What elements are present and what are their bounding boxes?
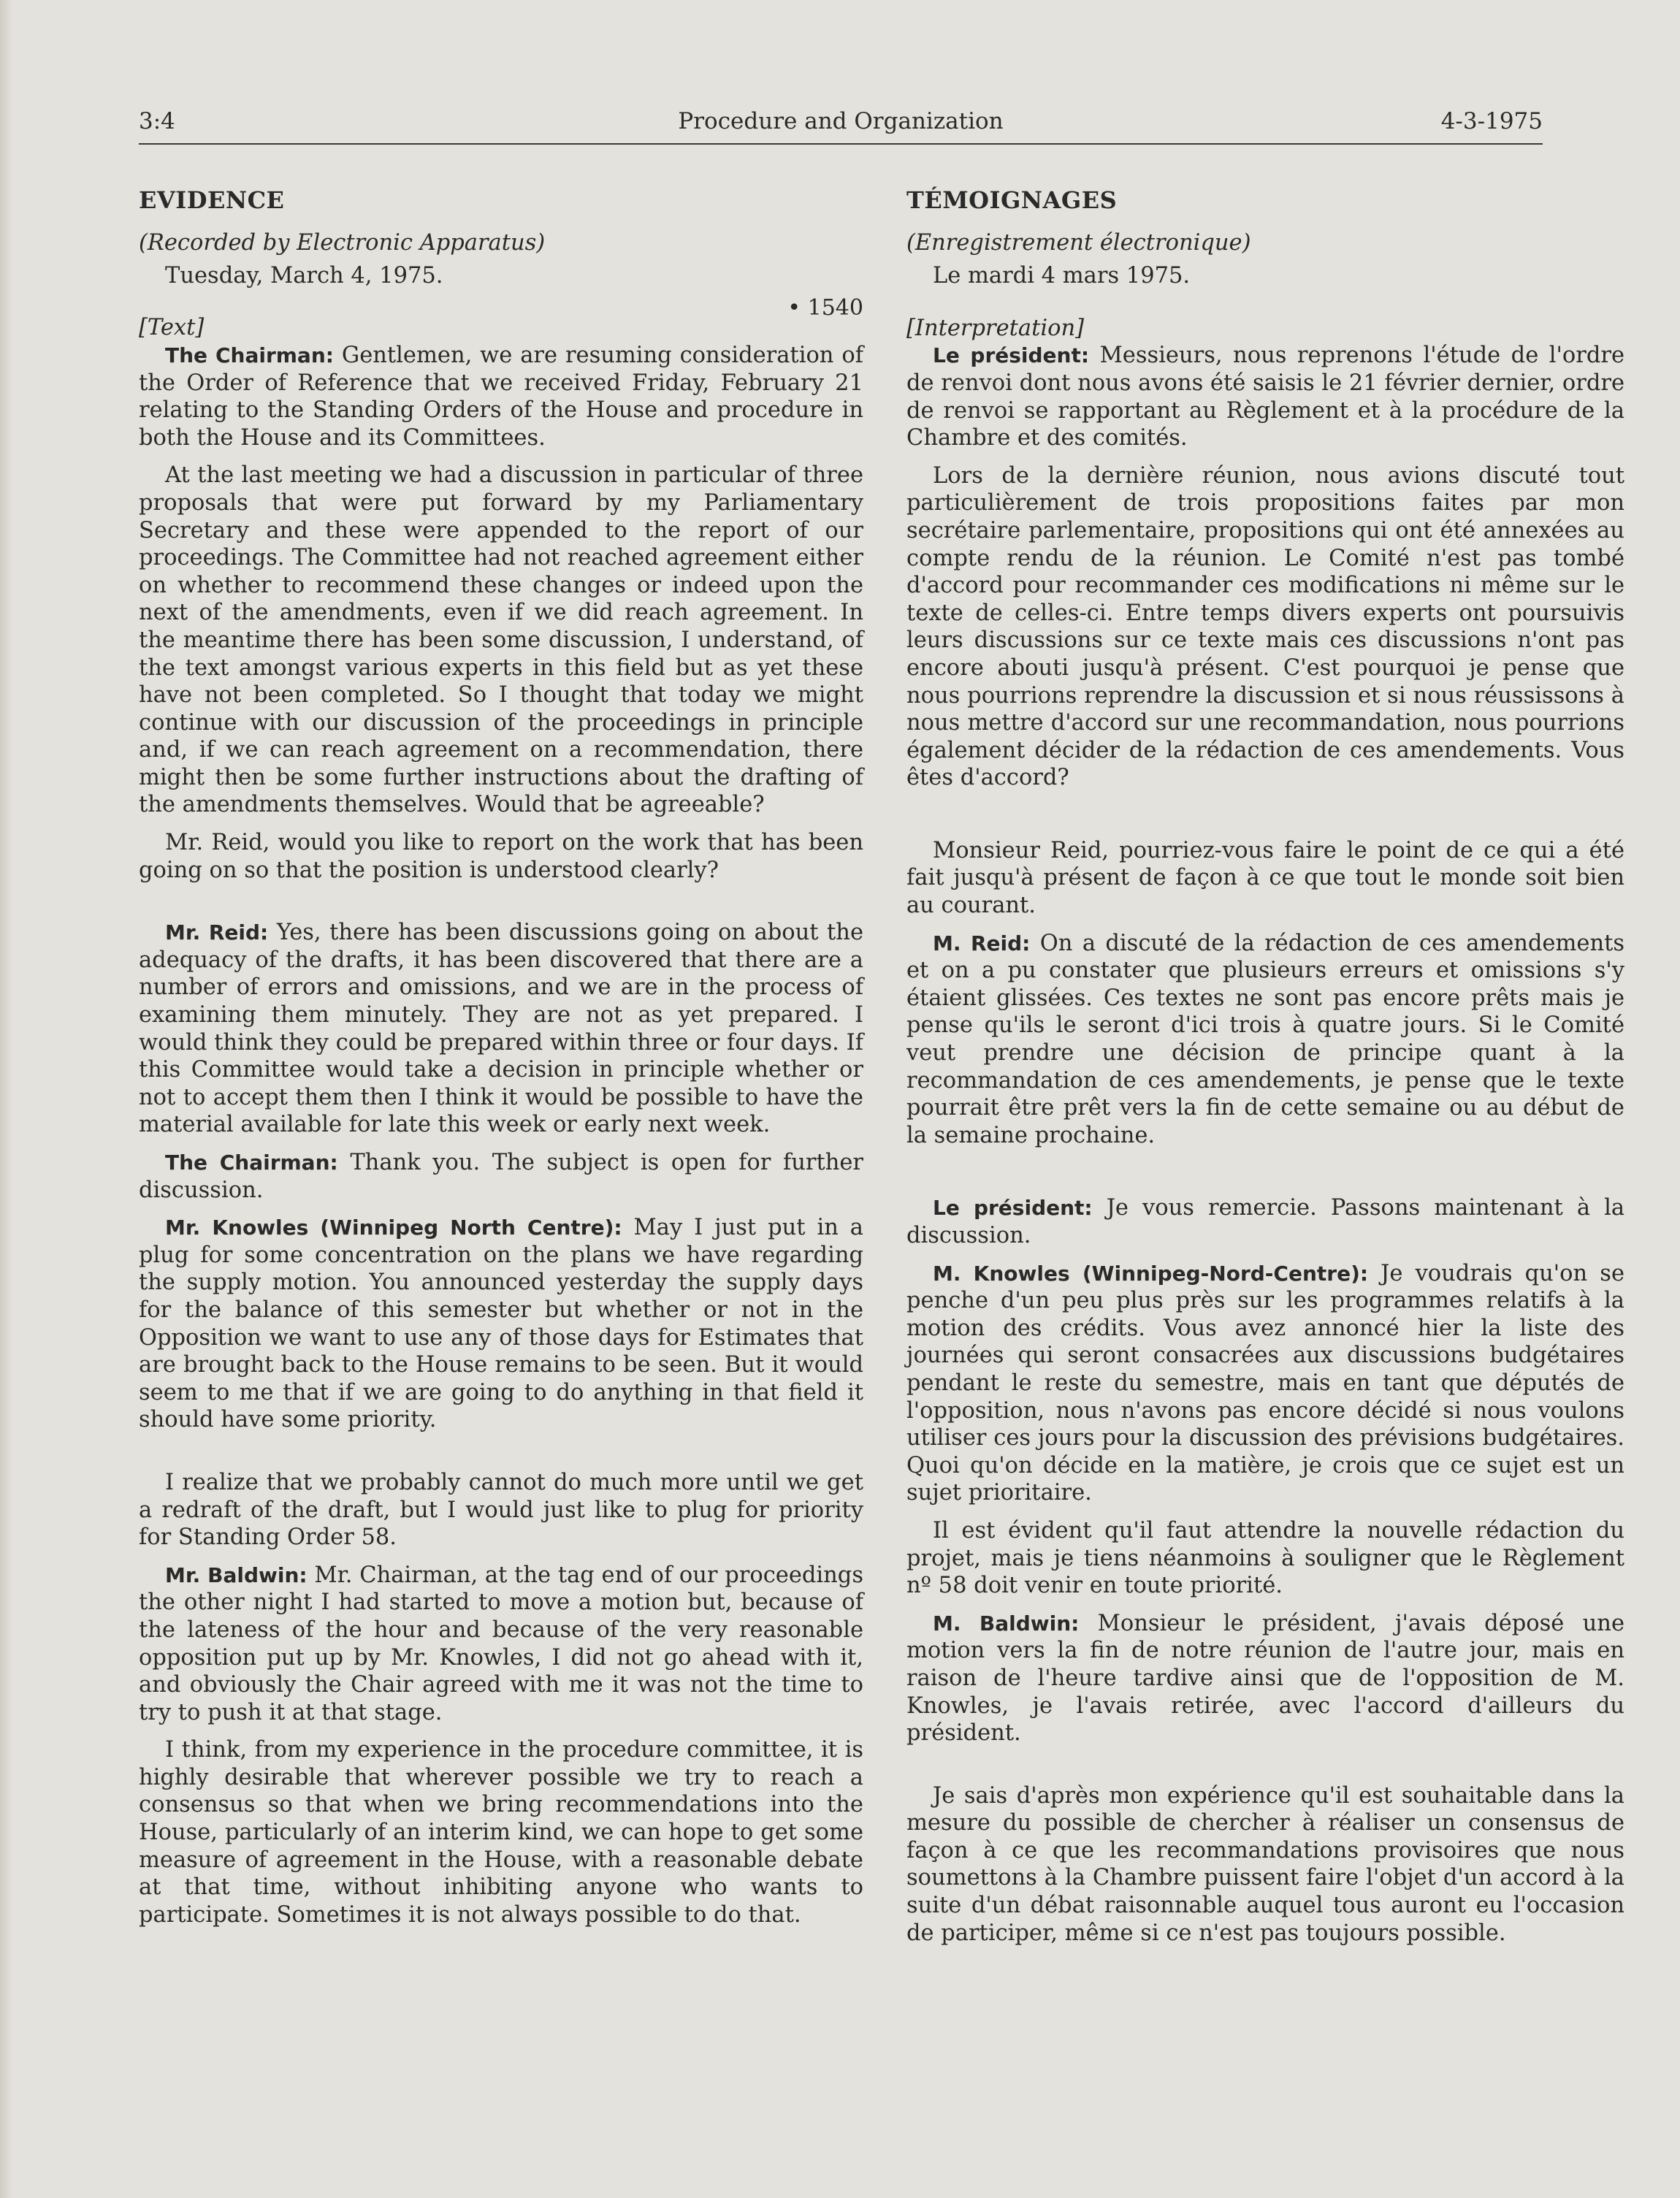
paragraph xyxy=(906,342,1624,451)
paragraph xyxy=(139,1562,863,1727)
speaker-name: M. Baldwin: xyxy=(933,1611,1080,1636)
speech-text: Yes, there has been discussions going on about the adequacy of the drafts, it has been discovered that there are a number of errors and omissions, and we are in the process of examining them minutely. They are not as yet prepared. I would think they could be prepared within three or four days. If this Committee would take a decision in principle whether or not to accept them then I think it would be possible to have the material available for late this week or early next week. xyxy=(139,920,863,1138)
paragraph: I realize that we probably cannot do much more until we get a redraft of the draft, but I would just like to plug for priority for Standing Order 58. xyxy=(139,1469,863,1551)
paragraph xyxy=(139,919,863,1139)
paragraph xyxy=(139,1149,863,1204)
speaker-name: The Chairman: xyxy=(165,343,334,367)
language-tag: [Interpretation] xyxy=(906,315,1084,341)
paragraph xyxy=(139,1214,863,1434)
paragraph xyxy=(906,930,1624,1150)
paragraph: Lors de la dernière réunion, nous avions discuté tout particulièrement de trois propositions faites par mon secrétaire parlementaire, propositions qui ont été annexées au compte rendu de la réunion. Le Comité n'est pas tombé d'accord pour recommander ces modifications ni même sur le texte de celles-ci. Entre temps divers experts ont poursuivis leurs discussions sur ce texte mais ces discussions n'ont pas encore abouti jusqu'à présent. C'est pourquoi je pense que nous pourrions reprendre la discussion et si nous réussissons à nous mettre d'accord sur une recommandation, nous pourrions également décider de la rédaction de ces amendements. Vous êtes d'accord? xyxy=(906,462,1624,791)
speech-text: Mr. Chairman, at the tag end of our proceedings the other night I had started to move a motion but, because of the lateness of the hour and because of the very reasonable opposition put up by Mr. Knowles, I did not go ahead with it, and obviously the Chair agreed with me it was not the time to try to push it at that stage. xyxy=(139,1562,863,1725)
speech-text: Je voudrais qu'on se penche d'un peu plus près sur les programmes relatifs à la motion des crédits. Vous avez annoncé hier la liste des journées qui seront consacrées aux discussions budgétaires pendant le reste du semestre, mais en tant que députés de l'opposition, nous n'avons pas encore décidé si nous voulons utiliser ces jours pour la discussion des prévisions budgétaires. Quoi qu'on décide en la matière, je crois que ce sujet est un sujet prioritaire. xyxy=(906,1260,1624,1506)
english-column xyxy=(139,187,863,1928)
speaker-name: Mr. Baldwin: xyxy=(165,1562,308,1587)
paragraph xyxy=(906,1194,1624,1249)
speaker-name: Le président: xyxy=(933,343,1090,368)
sitting-date: Le mardi 4 mars 1975. xyxy=(933,263,1191,289)
page-number: 3:4 xyxy=(139,108,175,134)
paragraph: Mr. Reid, would you like to report on the work that has been going on so that the position is understood clearly? xyxy=(139,830,863,883)
language-tag: [Text] xyxy=(139,315,205,341)
paragraph xyxy=(139,342,863,451)
header-date: 4-3-1975 xyxy=(1440,108,1543,134)
speaker-name: M. Reid: xyxy=(933,931,1031,955)
paragraph: Je sais d'après mon expérience qu'il est souhaitable dans la mesure du possible de chercher à réaliser un consensus de façon à ce que les recommandations provisoires que nous soumettons à la Chambre puissent faire l'objet d'un accord à la suite d'un débat raisonnable auquel tous auront eu l'occasion de participer, même si ce n'est pas toujours possible. xyxy=(906,1782,1624,1946)
paragraph: Il est évident qu'il faut attendre la nouvelle rédaction du projet, mais je tiens néanmoins à souligner que le Règlement nº 58 doit venir en toute priorité. xyxy=(906,1517,1624,1599)
sitting-date: Tuesday, March 4, 1975. xyxy=(165,263,443,289)
recording-note: (Enregistrement électronique) xyxy=(906,229,1251,256)
paragraph: Monsieur Reid, pourriez-vous faire le point de ce qui a été fait jusqu'à présent de façon à ce que tout le monde soit bien au courant. xyxy=(906,837,1624,919)
speech-text: Je vous remercie. Passons maintenant à la discussion. xyxy=(906,1195,1625,1248)
speech-text: Thank you. The subject is open for further discussion. xyxy=(139,1150,863,1203)
speech-text: Monsieur le président, j'avais déposé une motion vers la fin de notre réunion de l'autre jour, mais en raison de l'heure tardive ainsi que de l'opposition de M. Knowles, je l'avais retirée, avec l'accord d'ailleurs du président. xyxy=(906,1610,1624,1747)
header-rule xyxy=(139,143,1543,145)
speaker-name: The Chairman: xyxy=(165,1150,338,1175)
paragraph xyxy=(906,1610,1624,1747)
speech-text: On a discuté de la rédaction de ces amendements et on a pu constater que plusieurs erreurs et omissions s'y étaient glissées. Ces textes ne sont pas encore prêts mais je pense qu'ils le seront d'ici trois à quatre jours. Si le Comité veut prendre une décision de principe quant à la recommandation de ces amendements, je pense que le texte pourrait être prêt vers la fin de cette semaine ou au début de la semaine prochaine. xyxy=(906,930,1624,1148)
paragraph: At the last meeting we had a discussion in particular of three proposals that were put forward by my Parliamentary Secretary and these were appended to the report of our proceedings. The Committee had not reached agreement either on whether to recommend these changes or indeed upon the next of the amendments, even if we did reach agreement. In the meantime there has been some discussion, I understand, of the text amongst various experts in this field but as yet these have not been completed. So I thought that today we might continue with our discussion of the proceedings in principle and, if we can reach agreement on a recommendation, there might then be some further instructions about the drafting of the amendments themselves. Would that be agreeable? xyxy=(139,462,863,818)
paragraph xyxy=(906,1260,1624,1507)
paragraph: I think, from my experience in the procedure committee, it is highly desirable that wherever possible we try to reach a consensus so that when we bring recommendations into the House, particularly of an interim kind, we can hope to get some measure of agreement in the House, with a reasonable debate at that time, without inhibiting anyone who wants to participate. Sometimes it is not always possible to do that. xyxy=(139,1737,863,1928)
speech-text: Gentlemen, we are resuming consideration of the Order of Reference that we received Friday, February 21 relating to the Standing Orders of the House and procedure in both the House and its Committees. xyxy=(139,342,863,451)
time-marker: • 1540 xyxy=(787,294,863,321)
speaker-name: Mr. Knowles (Winnipeg North Centre): xyxy=(165,1216,622,1240)
speech-text: Messieurs, nous reprenons l'étude de l'ordre de renvoi dont nous avons été saisis le 21 février dernier, ordre de renvoi se rapportant au Règlement et à la procédure de la Chambre et des comités. xyxy=(906,343,1624,451)
speaker-name: M. Knowles (Winnipeg-Nord-Centre): xyxy=(933,1261,1369,1286)
recording-note: (Recorded by Electronic Apparatus) xyxy=(139,229,546,256)
section-heading: EVIDENCE xyxy=(139,186,285,214)
french-column xyxy=(906,187,1624,1947)
speech-text: May I just put in a plug for some concentration on the plans we have regarding the supply motion. You announced yesterday the supply days for the balance of this semester but whether or not in the Opposition we want to use any of those days for Estimates that are brought back to the House remains to be seen. But it would seem to me that if we are going to do anything in that field it should have some priority. xyxy=(139,1215,863,1433)
speaker-name: Le président: xyxy=(933,1196,1093,1221)
section-heading: TÉMOIGNAGES xyxy=(906,186,1118,214)
page-header xyxy=(139,108,1543,145)
speaker-name: Mr. Reid: xyxy=(165,920,269,945)
running-title: Procedure and Organization xyxy=(678,108,1004,134)
page-edge xyxy=(0,0,13,2198)
